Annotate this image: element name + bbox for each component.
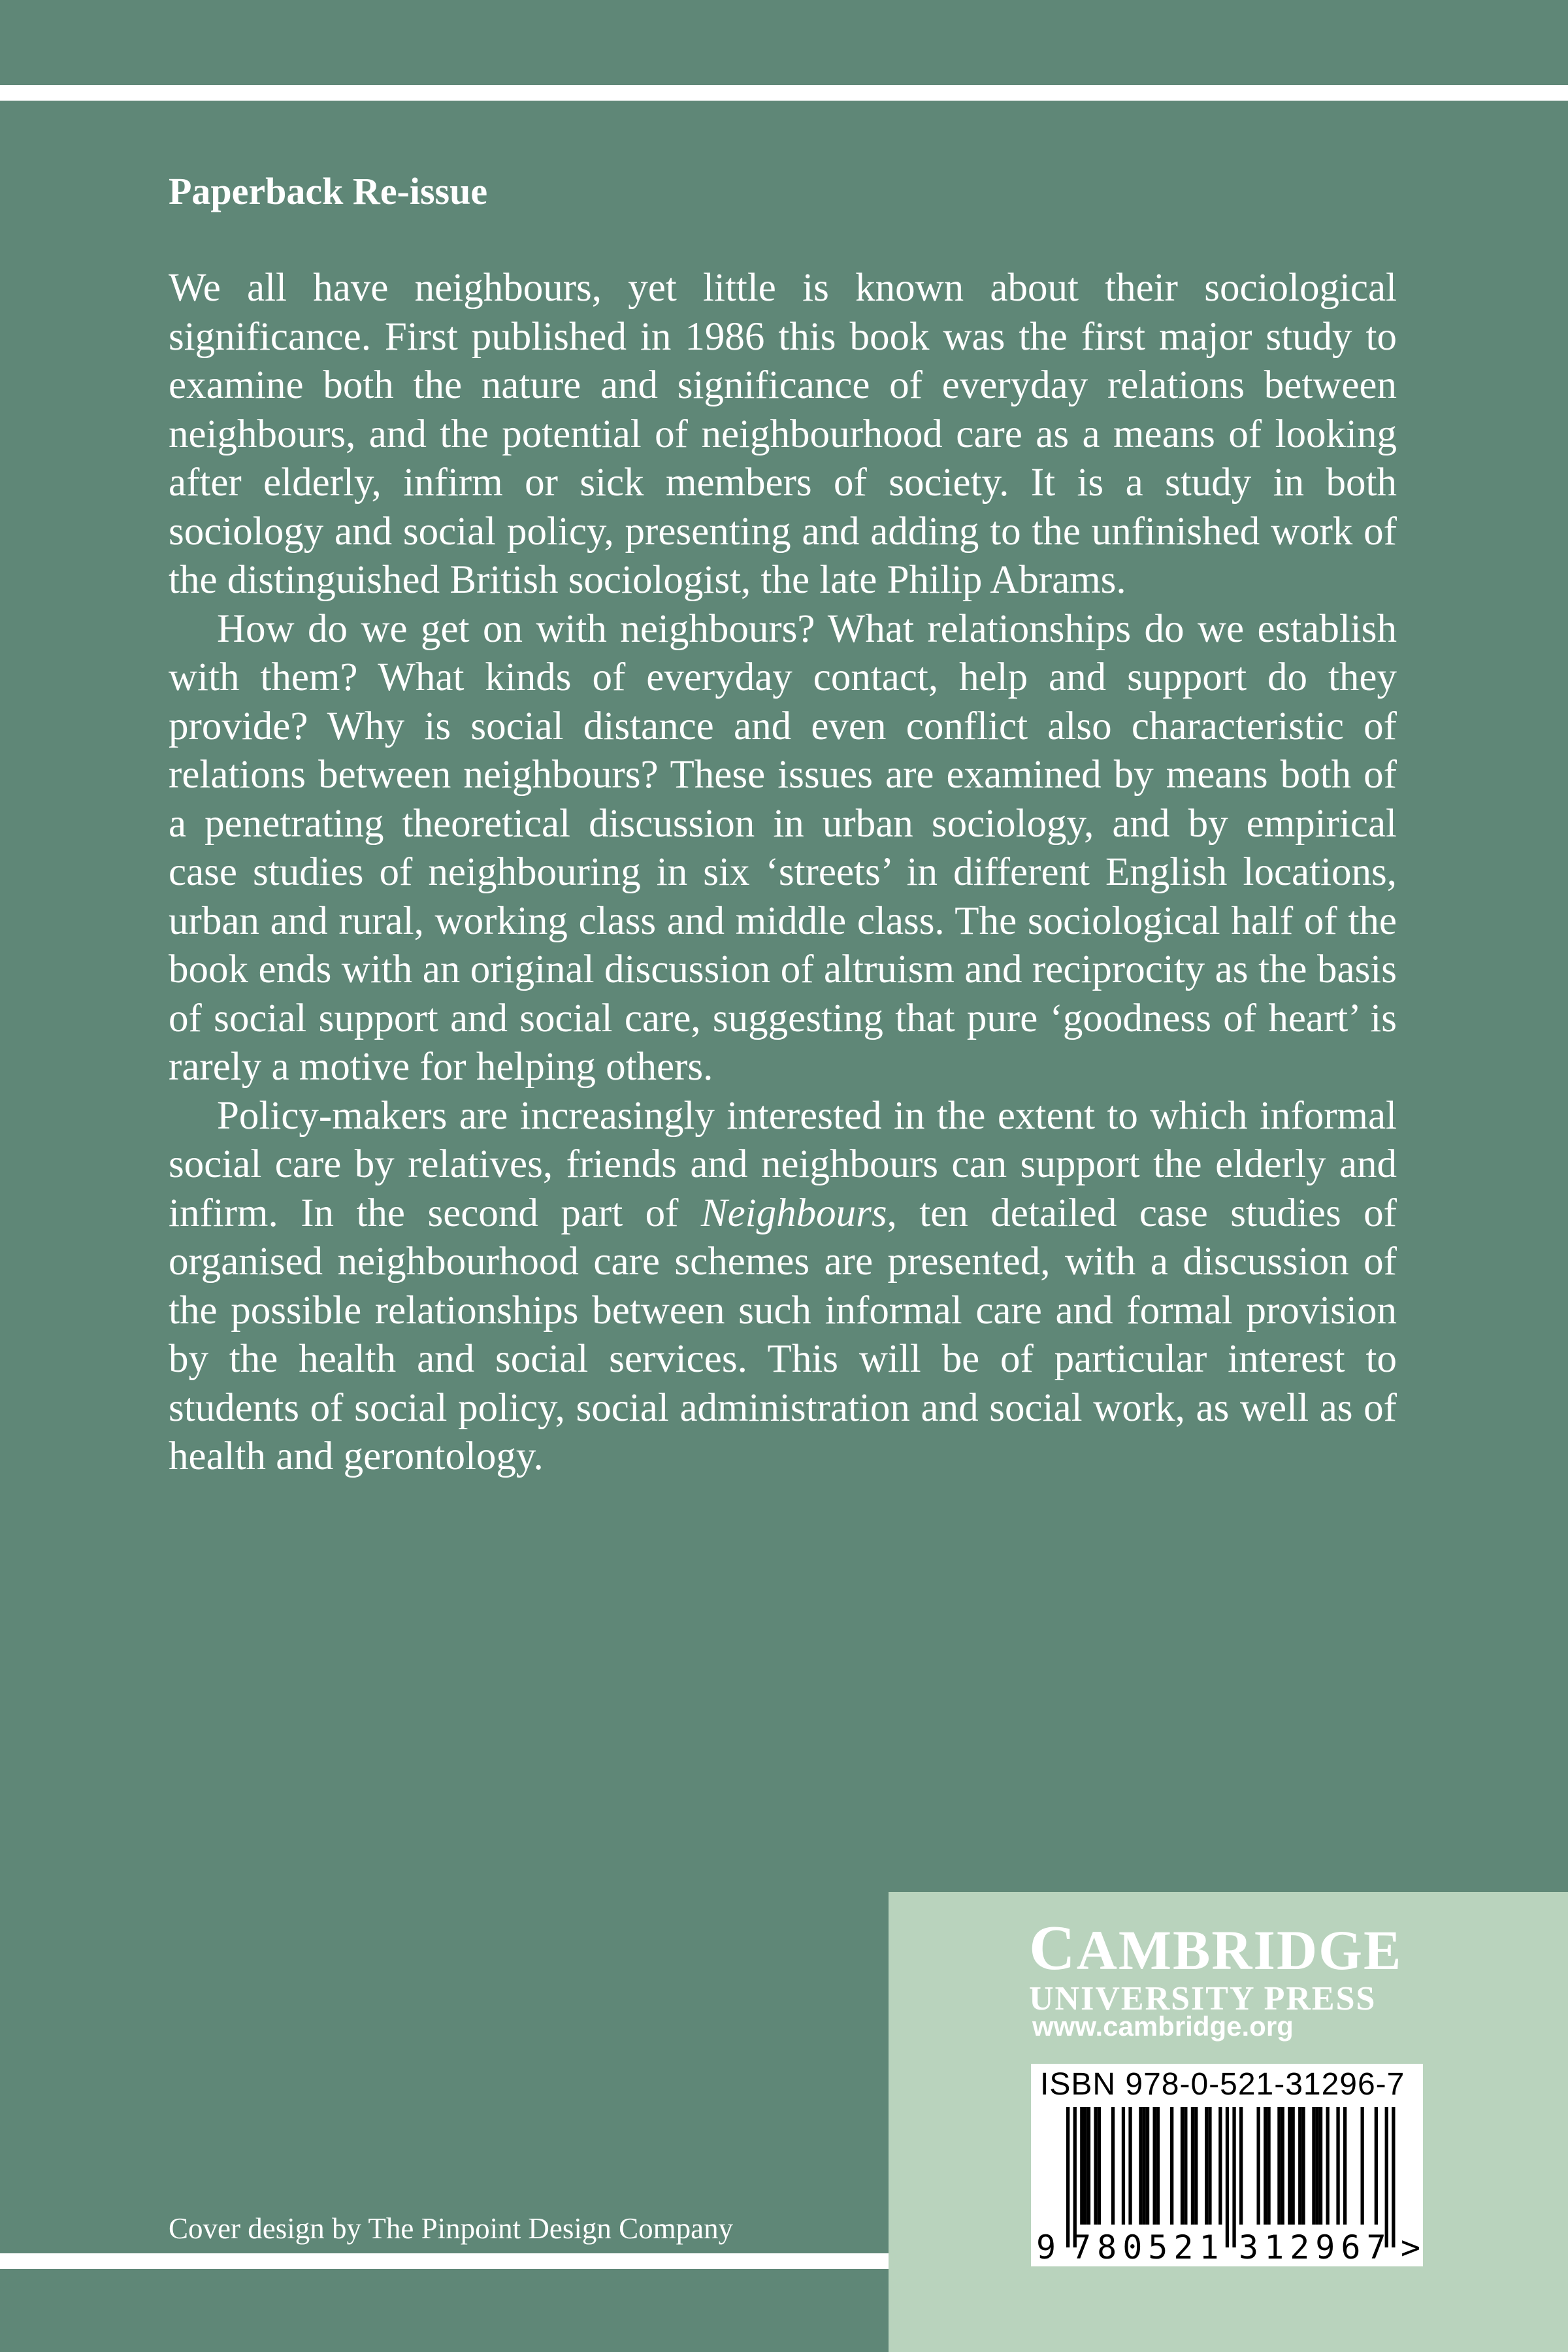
barcode-bar — [1326, 2107, 1330, 2225]
barcode-bar — [1281, 2107, 1284, 2225]
publisher-url: www.cambridge.org — [1032, 2011, 1294, 2042]
barcode-bar — [1191, 2107, 1194, 2225]
barcode-bar — [1257, 2107, 1260, 2225]
barcode-bar — [1375, 2107, 1378, 2225]
publisher-logo — [1029, 1913, 1403, 2018]
barcode-left-digits: 780521 — [1071, 2228, 1225, 2266]
bottom-white-stripe — [0, 2253, 889, 2269]
isbn-label: ISBN 978-0-521-31296-7 — [1040, 2067, 1405, 2102]
barcode-bar — [1361, 2107, 1364, 2225]
barcode-bar — [1122, 2107, 1125, 2225]
publisher-name-rest: AMBRIDGE — [1076, 1919, 1403, 1981]
top-white-stripe — [0, 85, 1568, 101]
blurb-paragraph-3 — [169, 1092, 1397, 1482]
barcode-bar — [1194, 2107, 1198, 2225]
barcode-bar — [1156, 2107, 1160, 2225]
barcode-bar — [1111, 2107, 1115, 2225]
barcode-bar — [1392, 2107, 1395, 2247]
barcode-right-digits: 312967 — [1239, 2228, 1392, 2266]
cover-design-credit: Cover design by The Pinpoint Design Company — [169, 2212, 734, 2245]
barcode-bar — [1218, 2107, 1222, 2225]
book-title-italic: Neighbours — [700, 1191, 887, 1235]
publisher-name-initial: C — [1029, 1913, 1077, 1983]
barcode-bar — [1226, 2107, 1229, 2247]
blurb-paragraph-2: How do we get on with neighbours? What relationships do we establish with them? What kinds of everyday contact, help and support do they provide? Why is social distance and even conflict also characteristic of relations between neighbours? These issues are examined by means both of a penetrating theoretical discussion in urban sociology, and by empirical case studies of neighbouring in six ‘streets’ in different English locations, urban and rural, working class and middle class. The sociological half of the book ends with an original discussion of altruism and reciprocity as the basis of social support and social care, suggesting that pure ‘goodness of heart’ is rarely a motive for helping others. — [169, 606, 1397, 1089]
barcode-bar — [1301, 2107, 1305, 2225]
barcode-bar — [1066, 2107, 1070, 2247]
barcode-arrow: > — [1401, 2228, 1421, 2266]
barcode-bar — [1232, 2107, 1235, 2247]
barcode-bar — [1087, 2107, 1090, 2225]
barcode-bar — [1181, 2107, 1184, 2225]
publisher-panel — [889, 1892, 1568, 2352]
barcode-bar — [1128, 2107, 1132, 2225]
barcode-bar — [1336, 2107, 1339, 2225]
blurb-paragraph-3-end: , ten detailed case studies of organised neighbourhood care schemes are presented, with a discussion of the possible relationships between such informal care and formal provision by the health and social services. This will be of particular interest to students of social policy, social administration and social work, as well as of health and gerontology. — [169, 1191, 1397, 1478]
barcode-bar — [1139, 2107, 1142, 2225]
barcode-bar — [1153, 2107, 1156, 2225]
barcode-bar — [1298, 2107, 1301, 2225]
barcode-lead-digit: 9 — [1036, 2228, 1056, 2266]
barcode-bar — [1208, 2107, 1211, 2225]
barcode-bar — [1073, 2107, 1077, 2247]
barcode-bar — [1146, 2107, 1149, 2225]
barcode-bar — [1316, 2107, 1319, 2225]
barcode-bar — [1312, 2107, 1315, 2225]
blurb-paragraph-1: We all have neighbours, yet little is known about their sociological significance. First published in 1986 this book was the first major study to examine both the nature and significance of everyday relations between neighbours, and the potential of neighbourhood care as a means of looking after elderly, infirm or sick members of society. It is a study in both sociology and social policy, presenting and adding to the unfinished work of the distinguished British sociologist, the late Philip Abrams. — [169, 266, 1397, 602]
barcode-bar — [1084, 2107, 1087, 2225]
barcode-bar — [1267, 2107, 1270, 2225]
reissue-heading: Paperback Re-issue — [169, 170, 488, 212]
publisher-name-line-2: UNIVERSITY PRESS — [1029, 1980, 1377, 2017]
publisher-name-line-1 — [1029, 1913, 1403, 1983]
isbn-barcode — [1031, 2064, 1423, 2266]
barcode-bar — [1277, 2107, 1281, 2225]
barcode-bar — [1264, 2107, 1267, 2225]
barcode-bar — [1080, 2107, 1083, 2225]
barcode-bar — [1098, 2107, 1101, 2225]
barcode-bar — [1170, 2107, 1173, 2225]
blurb-paragraph-3-start: Policy-makers are increasingly interested in the extent to which informal social care by relatives, friends and neighbours can support the elderly and infirm. In the second part of — [169, 1093, 1397, 1235]
barcode-bar — [1288, 2107, 1291, 2225]
barcode-bar — [1143, 2107, 1146, 2225]
barcode-bar — [1184, 2107, 1187, 2225]
barcode-bar — [1292, 2107, 1295, 2225]
barcode-bar — [1343, 2107, 1347, 2225]
barcode-bar — [1205, 2107, 1208, 2225]
barcode-bar — [1385, 2107, 1388, 2247]
barcode-bar — [1319, 2107, 1322, 2225]
barcode-bar — [1239, 2107, 1243, 2225]
barcode-bar — [1094, 2107, 1097, 2225]
blurb-text-block — [169, 167, 1397, 1482]
